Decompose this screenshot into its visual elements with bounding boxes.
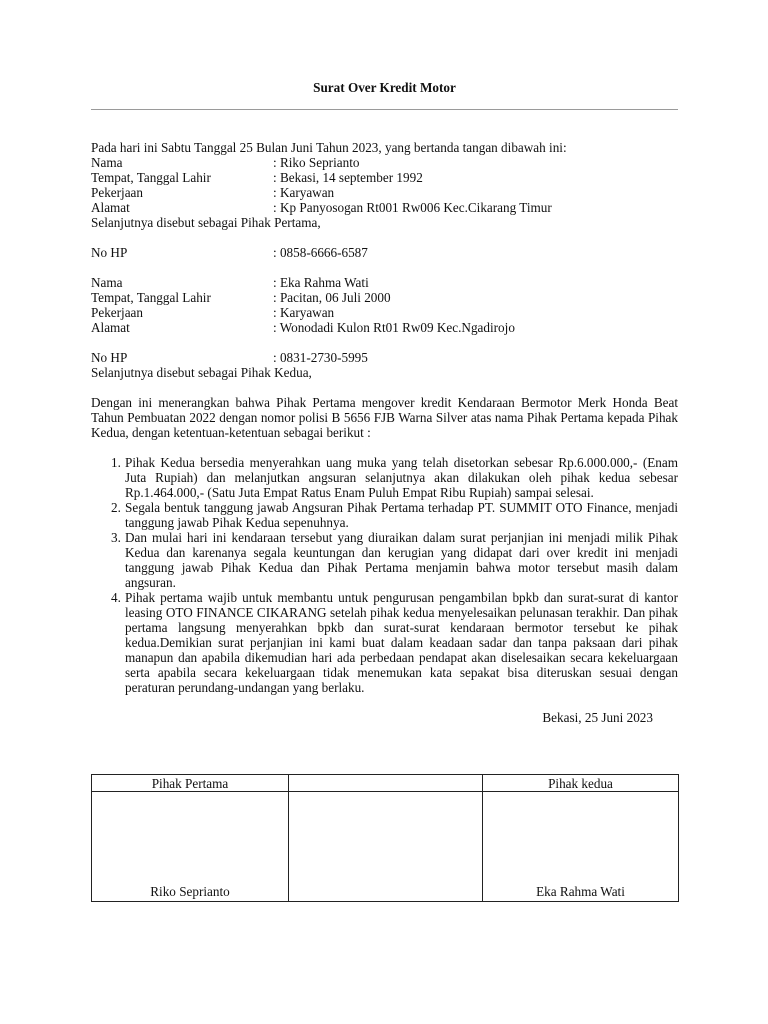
party1-section	[91, 155, 678, 260]
party2-birth-row	[91, 290, 678, 305]
list-item-text: Dan mulai hari ini kendaraan tersebut yang diuraikan dalam surat perjanjian ini menjadi milik Pihak Kedua dan karenanya segala keuntungan dan kerugian yang didapat dari over kredit ini menjadi tanggung jawab Pihak Kedua dan Pihak Pertama menjamin bahwa motor tersebut masih dalam angsuran.	[125, 530, 678, 590]
list-number: 4.	[111, 590, 121, 605]
party2-header: Pihak kedua	[483, 775, 679, 792]
party1-address-row	[91, 200, 678, 215]
list-number: 1.	[111, 455, 121, 470]
list-number: 3.	[111, 530, 121, 545]
party2-signature-name: Eka Rahma Wati	[483, 792, 679, 902]
party2-section	[91, 275, 678, 380]
list-item	[91, 455, 678, 500]
field-value: : Riko Seprianto	[273, 155, 360, 170]
field-value: : Kp Panyosogan Rt001 Rw006 Kec.Cikarang Timur	[273, 200, 552, 215]
field-label: Alamat	[91, 200, 130, 215]
field-value: : Wonodadi Kulon Rt01 Rw09 Kec.Ngadirojo	[273, 320, 515, 335]
document-title: Surat Over Kredit Motor	[313, 80, 456, 95]
signature-table	[91, 774, 679, 902]
field-label: No HP	[91, 350, 128, 365]
spacer	[91, 260, 678, 275]
spacer	[91, 335, 678, 350]
middle-signature-cell	[289, 792, 483, 902]
party2-designation: Selanjutnya disebut sebagai Pihak Kedua,	[91, 365, 312, 380]
field-value: : 0831-2730-5995	[273, 350, 368, 365]
party1-name-row	[91, 155, 678, 170]
field-value: : Karyawan	[273, 305, 335, 320]
field-value: : Eka Rahma Wati	[273, 275, 369, 290]
party1-birth-row	[91, 170, 678, 185]
signature-header-row	[92, 775, 679, 792]
party1-phone-row	[91, 245, 678, 260]
spacer	[91, 440, 678, 455]
party2-job-row	[91, 305, 678, 320]
list-number: 2.	[111, 500, 121, 515]
list-item-text: Pihak pertama wajib untuk membantu untuk pengurusan pengambilan bpkb dan surat-surat di kantor leasing OTO FINANCE CIKARANG setelah pihak kedua menyelesaikan pelunasan terakhir. Dan pihak pertama langsung menyerahkan bpkb dan surat-surat kendaraan bermotor tersebut ke pihak kedua.Demikian surat perjanjian ini kami buat dalam keadaan sadar dan tanpa paksaan dari pihak manapun dan apabila dikemudian hari ada perbedaan pendapat akan diselesaikan secara kekeluargaan serta apabila secara kekeluargaan tidak menemukan kata sepakat bisa diteruskan sesuai dengan peraturan perundang-undangan yang berlaku.	[125, 590, 678, 695]
field-label: Tempat, Tanggal Lahir	[91, 170, 211, 185]
list-item	[91, 530, 678, 590]
field-label: Pekerjaan	[91, 305, 143, 320]
field-label: No HP	[91, 245, 128, 260]
field-value: : 0858-6666-6587	[273, 245, 368, 260]
title-divider	[91, 109, 678, 110]
spacer	[91, 695, 678, 710]
document-body	[91, 140, 678, 725]
spacer	[91, 230, 678, 245]
party1-designation: Selanjutnya disebut sebagai Pihak Pertama,	[91, 215, 321, 230]
list-item	[91, 590, 678, 695]
field-value: : Bekasi, 14 september 1992	[273, 170, 423, 185]
signature-space-row	[92, 792, 679, 902]
field-label: Nama	[91, 275, 123, 290]
field-value: : Pacitan, 06 Juli 2000	[273, 290, 391, 305]
statement-paragraph: Dengan ini menerangkan bahwa Pihak Pertama mengover kredit Kendaraan Bermotor Merk Honda Beat Tahun Pembuatan 2022 dengan nomor polisi B 5656 FJB Warna Silver atas nama Pihak Pertama kepada Pihak Kedua, dengan ketentuan-ketentuan sebagai berikut :	[91, 395, 678, 440]
field-label: Nama	[91, 155, 123, 170]
intro-text: Pada hari ini Sabtu Tanggal 25 Bulan Juni Tahun 2023, yang bertanda tangan dibawah ini:	[91, 140, 567, 155]
party2-address-row	[91, 320, 678, 335]
field-label: Alamat	[91, 320, 130, 335]
list-item-text: Segala bentuk tanggung jawab Angsuran Pihak Pertama terhadap PT. SUMMIT OTO Finance, menjadi tanggung jawab Pihak Kedua sepenuhnya.	[125, 500, 678, 530]
list-item-text: Pihak Kedua bersedia menyerahkan uang muka yang telah disetorkan sebesar Rp.6.000.000,- (Enam Juta Rupiah) dan melanjutkan angsuran selanjutnya akan dilakukan oleh pihak kedua sebesar Rp.1.464.000,- (Satu Juta Empat Ratus Enam Puluh Empat Ribu Rupiah) sampai selesai.	[125, 455, 678, 500]
party2-name-row	[91, 275, 678, 290]
list-item	[91, 500, 678, 530]
terms-list	[91, 455, 678, 695]
spacer	[91, 380, 678, 395]
field-label: Pekerjaan	[91, 185, 143, 200]
middle-header	[289, 775, 483, 792]
party1-job-row	[91, 185, 678, 200]
party1-header: Pihak Pertama	[92, 775, 289, 792]
party2-phone-row	[91, 350, 678, 365]
field-label: Tempat, Tanggal Lahir	[91, 290, 211, 305]
place-date: Bekasi, 25 Juni 2023	[542, 710, 653, 725]
field-value: : Karyawan	[273, 185, 335, 200]
party1-signature-name: Riko Seprianto	[92, 792, 289, 902]
